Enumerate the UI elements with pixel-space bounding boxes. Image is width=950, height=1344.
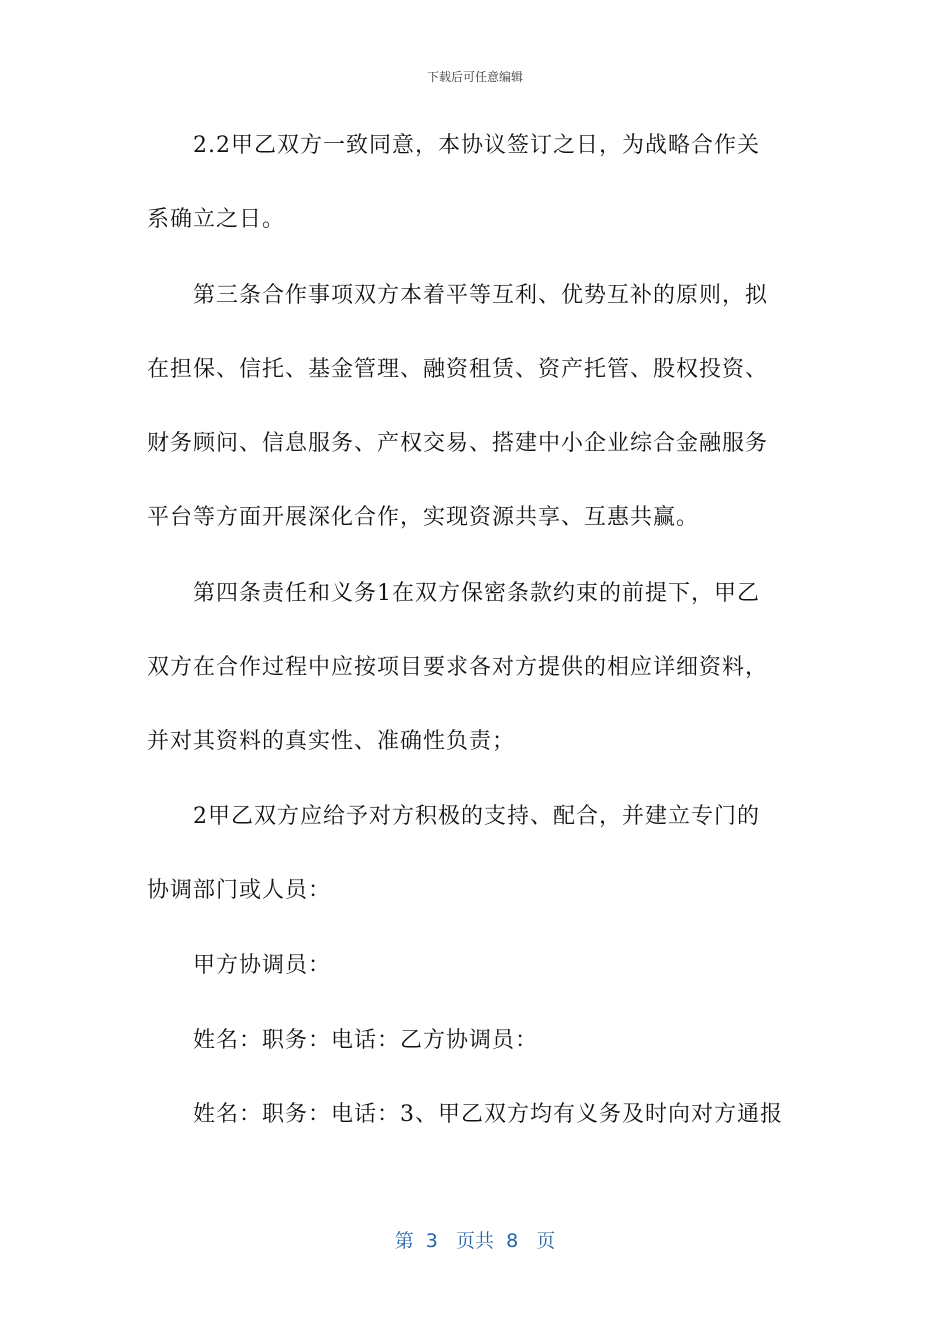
- page-number-footer: 第 3 页共 8 页: [394, 1230, 556, 1252]
- paragraph-line: 财务顾问、信息服务、产权交易、搭建中小企业综合金融服务: [147, 431, 769, 456]
- header-note: 下载后可任意编辑: [426, 70, 523, 84]
- paragraph-line: 系确立之日。: [147, 207, 286, 232]
- paragraph-line: 第四条责任和义务1在双方保密条款约束的前提下，甲乙: [193, 581, 760, 606]
- paragraph-line: 姓名：职务：电话：3、甲乙双方均有义务及时向对方通报: [193, 1102, 783, 1127]
- paragraph-line: 平台等方面开展深化合作，实现资源共享、互惠共赢。: [147, 505, 700, 530]
- paragraph-line: 并对其资料的真实性、准确性负责；: [147, 729, 516, 754]
- paragraph-line: 协调部门或人员：: [147, 878, 332, 903]
- paragraph-line: 甲方协调员：: [193, 953, 332, 978]
- paragraph-line: 2.2甲乙双方一致同意，本协议签订之日，为战略合作关: [193, 133, 760, 158]
- paragraph-line: 2甲乙双方应给予对方积极的支持、配合，并建立专门的: [193, 804, 760, 829]
- paragraph-line: 姓名：职务：电话：乙方协调员：: [193, 1028, 539, 1053]
- paragraph-line: 第三条合作事项双方本着平等互利、优势互补的原则，拟: [193, 283, 769, 308]
- paragraph-line: 双方在合作过程中应按项目要求各对方提供的相应详细资料，: [147, 655, 769, 680]
- paragraph-line: 在担保、信托、基金管理、融资租赁、资产托管、股权投资、: [147, 357, 769, 382]
